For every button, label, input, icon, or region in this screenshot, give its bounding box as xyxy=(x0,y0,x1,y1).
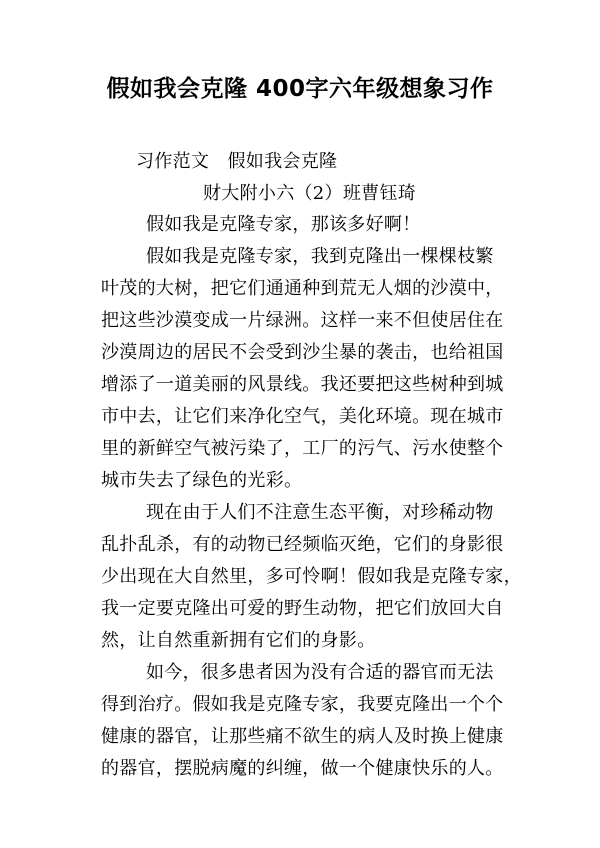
subtitle: 习作范文 假如我会克隆 xyxy=(136,151,338,172)
paragraph-line: 少出现在大自然里，多可怜啊！假如我是克隆专家， xyxy=(101,566,522,587)
paragraph-line: 增添了一道美丽的风景线。我还要把这些树种到城 xyxy=(101,374,504,395)
paragraph-line: 叶茂的大树，把它们通通种到荒无人烟的沙漠中， xyxy=(101,278,504,299)
paragraph-line: 然，让自然重新拥有它们的身影。 xyxy=(101,630,376,651)
paragraph-line: 得到治疗。假如我是克隆专家，我要克隆出一个个 xyxy=(101,694,504,715)
paragraph-line: 假如我是克隆专家，我到克隆出一棵棵枝繁 xyxy=(146,246,494,267)
paragraph-line: 里的新鲜空气被污染了，工厂的污气、污水使整个 xyxy=(101,438,504,459)
paragraph-line: 城市失去了绿色的光彩。 xyxy=(101,470,303,491)
paragraph-line: 把这些沙漠变成一片绿洲。这样一来不但使居住在 xyxy=(101,310,504,331)
paragraph-line: 健康的器官，让那些痛不欲生的病人及时换上健康 xyxy=(101,726,504,747)
paragraph-line: 的器官，摆脱病魔的纠缠，做一个健康快乐的人。 xyxy=(101,758,504,779)
paragraph-line: 现在由于人们不注意生态平衡，对珍稀动物 xyxy=(146,502,494,523)
paragraph-line: 如今，很多患者因为没有合适的器官而无法 xyxy=(146,662,494,683)
author-line: 财大附小六（2）班曹钰琦 xyxy=(203,183,417,204)
paragraph-line: 我一定要克隆出可爱的野生动物，把它们放回大自 xyxy=(101,598,504,619)
paragraph-line: 假如我是克隆专家，那该多好啊！ xyxy=(146,214,421,235)
paragraph-line: 乱扑乱杀，有的动物已经频临灭绝，它们的身影很 xyxy=(101,534,504,555)
document-title: 假如我会克隆 400字六年级想象习作 xyxy=(106,76,494,102)
paragraph-line: 沙漠周边的居民不会受到沙尘暴的袭击，也给祖国 xyxy=(101,342,504,363)
paragraph-line: 市中去，让它们来净化空气，美化环境。现在城市 xyxy=(101,406,504,427)
